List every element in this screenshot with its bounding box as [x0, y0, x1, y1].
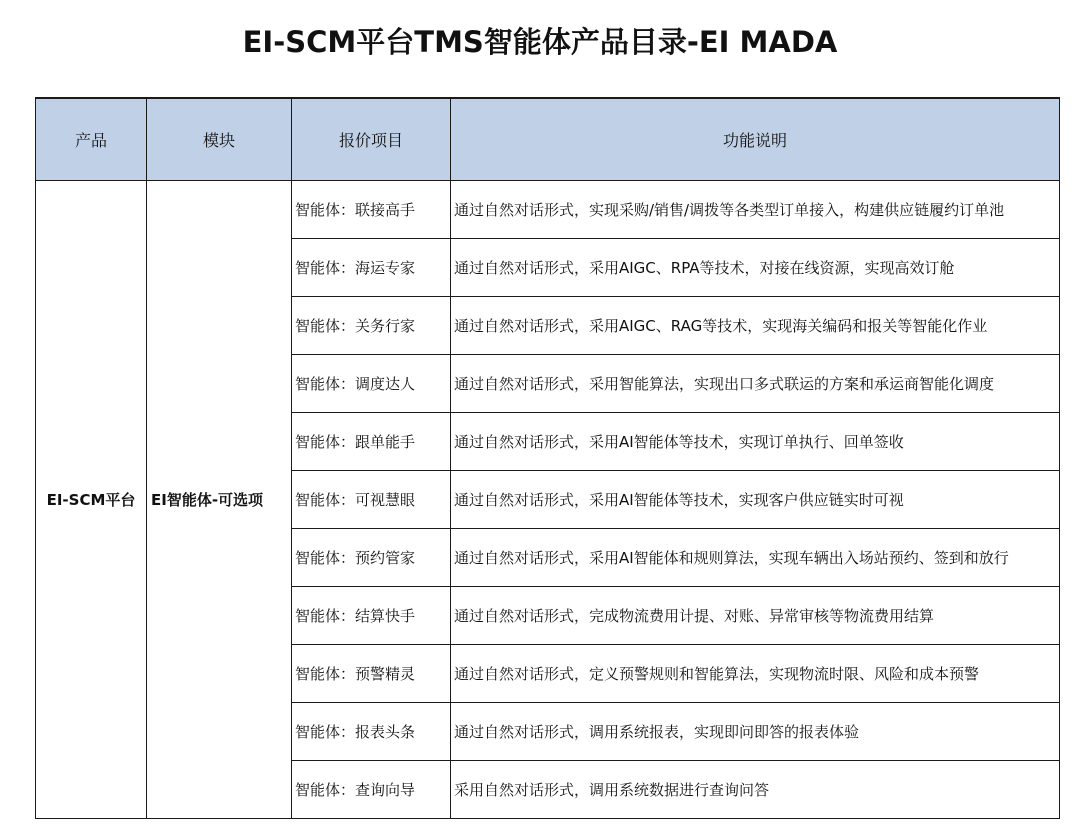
item-cell: 智能体：查询向导 — [292, 761, 451, 819]
description-cell: 通过自然对话形式，定义预警规则和智能算法，实现物流时限、风险和成本预警 — [451, 645, 1060, 703]
item-cell: 智能体：调度达人 — [292, 355, 451, 413]
product-cell: EI-SCM平台 — [36, 181, 147, 819]
item-cell: 智能体：关务行家 — [292, 297, 451, 355]
header-module: 模块 — [147, 98, 292, 181]
description-cell: 通过自然对话形式，实现采购/销售/调拨等各类型订单接入，构建供应链履约订单池 — [451, 181, 1060, 239]
table-header-row — [36, 98, 1060, 181]
item-cell: 智能体：跟单能手 — [292, 413, 451, 471]
description-cell: 通过自然对话形式，采用智能算法，实现出口多式联运的方案和承运商智能化调度 — [451, 355, 1060, 413]
description-cell: 通过自然对话形式，采用AI智能体和规则算法，实现车辆出入场站预约、签到和放行 — [451, 529, 1060, 587]
header-product: 产品 — [36, 98, 147, 181]
item-cell: 智能体：海运专家 — [292, 239, 451, 297]
item-cell: 智能体：结算快手 — [292, 587, 451, 645]
product-catalog-table — [35, 97, 1060, 819]
description-cell: 通过自然对话形式，调用系统报表，实现即问即答的报表体验 — [451, 703, 1060, 761]
description-cell: 通过自然对话形式，采用AI智能体等技术，实现客户供应链实时可视 — [451, 471, 1060, 529]
item-cell: 智能体：预警精灵 — [292, 645, 451, 703]
header-description: 功能说明 — [451, 98, 1060, 181]
description-cell: 通过自然对话形式，采用AIGC、RAG等技术，实现海关编码和报关等智能化作业 — [451, 297, 1060, 355]
table-row — [36, 181, 1060, 239]
module-cell: EI智能体-可选项 — [147, 181, 292, 819]
item-cell: 智能体：联接高手 — [292, 181, 451, 239]
header-item: 报价项目 — [292, 98, 451, 181]
description-cell: 通过自然对话形式，采用AI智能体等技术，实现订单执行、回单签收 — [451, 413, 1060, 471]
description-cell: 通过自然对话形式，采用AIGC、RPA等技术，对接在线资源，实现高效订舱 — [451, 239, 1060, 297]
item-cell: 智能体：报表头条 — [292, 703, 451, 761]
page-title: EI-SCM平台TMS智能体产品目录-EI MADA — [242, 25, 838, 59]
description-cell: 通过自然对话形式，完成物流费用计提、对账、异常审核等物流费用结算 — [451, 587, 1060, 645]
description-cell: 采用自然对话形式，调用系统数据进行查询问答 — [451, 761, 1060, 819]
item-cell: 智能体：预约管家 — [292, 529, 451, 587]
item-cell: 智能体：可视慧眼 — [292, 471, 451, 529]
